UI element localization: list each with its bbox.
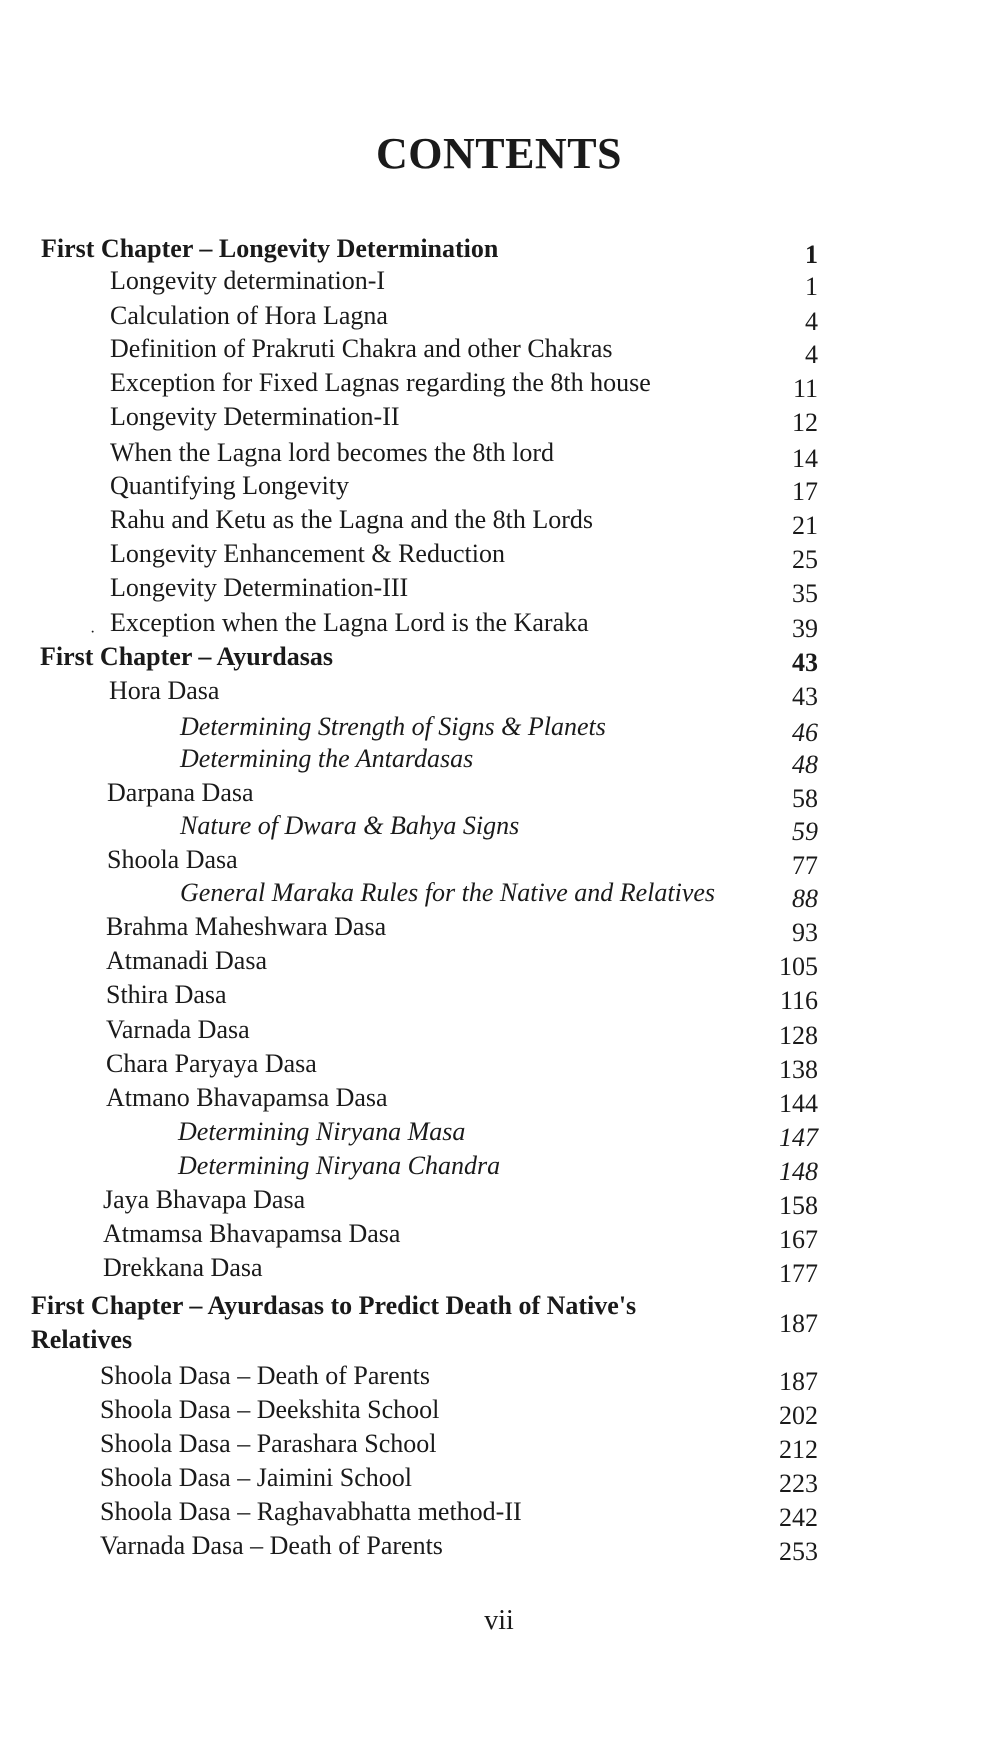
toc-entry bbox=[100, 1359, 818, 1396]
toc-entry-title: Atmano Bhavapamsa Dasa bbox=[106, 1083, 388, 1112]
toc-entry-page-number: 46 bbox=[792, 718, 818, 747]
toc-entry-page-number: 242 bbox=[779, 1503, 818, 1532]
toc-entry-page-number: 1 bbox=[805, 240, 818, 269]
toc-entry-title: Definition of Prakruti Chakra and other Chakras bbox=[110, 334, 613, 363]
toc-entry-title: Determining Niryana Chandra bbox=[178, 1151, 501, 1180]
toc-entry-page-number: 158 bbox=[779, 1191, 818, 1220]
toc-entry-page-number: 1 bbox=[805, 272, 818, 301]
toc-entry-page-number: 48 bbox=[792, 750, 818, 779]
toc-entry-page-number: 59 bbox=[792, 817, 818, 846]
toc-entry-title: Quantifying Longevity bbox=[110, 471, 350, 500]
toc-entry-page-number: 187 bbox=[779, 1309, 818, 1338]
toc-entry bbox=[103, 1183, 818, 1220]
toc-entry bbox=[110, 606, 818, 643]
toc-entry-title: Shoola Dasa – Parashara School bbox=[100, 1429, 437, 1458]
toc-entry bbox=[31, 1289, 818, 1359]
toc-entry-title: Drekkana Dasa bbox=[103, 1253, 263, 1282]
toc-entry-title: First Chapter – Ayurdasas bbox=[40, 642, 333, 671]
toc-entry-page-number: 223 bbox=[779, 1469, 818, 1498]
toc-entry bbox=[100, 1495, 818, 1532]
toc-entry-page-number: 39 bbox=[792, 614, 818, 643]
toc-entry-page-number: 14 bbox=[792, 444, 818, 473]
toc-entry-page-number: 17 bbox=[792, 477, 818, 506]
toc-entry-title: Atmamsa Bhavapamsa Dasa bbox=[103, 1219, 401, 1248]
toc-entry-title: Brahma Maheshwara Dasa bbox=[106, 912, 387, 941]
toc-entry-title: Longevity determination-I bbox=[110, 266, 386, 295]
toc-entry bbox=[100, 1529, 818, 1566]
toc-entry-title: Atmanadi Dasa bbox=[106, 946, 268, 975]
toc-entry-title: Longevity Determination-II bbox=[110, 402, 400, 431]
toc-entry-title: First Chapter – Ayurdasas to Predict Death of Native's Relatives bbox=[31, 1291, 637, 1354]
toc-entry bbox=[180, 710, 818, 747]
toc-entry-title: Longevity Determination-III bbox=[110, 573, 409, 602]
toc-entry bbox=[180, 742, 818, 779]
toc-entry-page-number: 93 bbox=[792, 918, 818, 947]
toc-entry bbox=[41, 232, 818, 269]
toc-entry bbox=[100, 1461, 818, 1498]
toc-entry bbox=[106, 978, 818, 1015]
toc-entry-title: Determining Strength of Signs & Planets bbox=[180, 712, 606, 741]
toc-entry bbox=[180, 809, 818, 846]
toc-entry bbox=[110, 400, 818, 437]
toc-entry bbox=[178, 1149, 818, 1186]
toc-entry bbox=[110, 366, 818, 403]
toc-entry-page-number: 253 bbox=[779, 1537, 818, 1566]
print-speck: · bbox=[90, 624, 96, 641]
toc-entry-title: Determining the Antardasas bbox=[180, 744, 474, 773]
toc-entry bbox=[110, 436, 818, 473]
toc-entry bbox=[106, 944, 818, 981]
toc-entry-page-number: 177 bbox=[779, 1259, 818, 1288]
toc-entry-page-number: 187 bbox=[779, 1367, 818, 1396]
footer-page-number: vii bbox=[484, 1605, 514, 1636]
toc-entry-title: Shoola Dasa – Raghavabhatta method-II bbox=[100, 1497, 522, 1526]
toc-entry-page-number: 43 bbox=[792, 648, 818, 677]
toc-entry-title: Exception for Fixed Lagnas regarding the 8th house bbox=[110, 368, 651, 397]
toc-entry-title: Nature of Dwara & Bahya Signs bbox=[180, 811, 520, 840]
toc-entry-title: Determining Niryana Masa bbox=[178, 1117, 466, 1146]
toc-entry-title: Rahu and Ketu as the Lagna and the 8th Lords bbox=[110, 505, 594, 534]
toc-entry-page-number: 202 bbox=[779, 1401, 818, 1430]
toc-entry-title: Jaya Bhavapa Dasa bbox=[103, 1185, 306, 1214]
toc-entry-page-number: 116 bbox=[779, 986, 818, 1015]
toc-entry bbox=[110, 264, 818, 301]
toc-entry-page-number: 128 bbox=[779, 1021, 818, 1050]
toc-entry-title: Sthira Dasa bbox=[106, 980, 227, 1009]
toc-entry bbox=[107, 776, 818, 813]
toc-entry bbox=[103, 1251, 818, 1288]
toc-entry-page-number: 212 bbox=[779, 1435, 818, 1464]
toc-entry-title: Exception when the Lagna Lord is the Karaka bbox=[110, 608, 589, 637]
toc-entry-page-number: 88 bbox=[792, 884, 818, 913]
toc-entry bbox=[110, 299, 818, 336]
toc-entry bbox=[106, 1013, 818, 1050]
toc-entry bbox=[110, 537, 818, 574]
toc-entry bbox=[109, 674, 818, 711]
toc-entry bbox=[110, 332, 818, 369]
toc-entry-page-number: 105 bbox=[779, 952, 818, 981]
toc-entry bbox=[40, 640, 818, 677]
toc-entry-title: Hora Dasa bbox=[109, 676, 220, 705]
contents-title: CONTENTS bbox=[375, 129, 623, 178]
toc-entry-page-number: 4 bbox=[805, 340, 818, 369]
toc-entry-title: Shoola Dasa bbox=[107, 845, 238, 874]
toc-entry-title: Darpana Dasa bbox=[107, 778, 254, 807]
toc-entry bbox=[100, 1393, 818, 1430]
toc-entry bbox=[103, 1217, 818, 1254]
toc-entry-page-number: 25 bbox=[792, 545, 818, 574]
toc-entry-page-number: 58 bbox=[792, 784, 818, 813]
toc-entry bbox=[110, 503, 818, 540]
toc-entry bbox=[106, 910, 818, 947]
toc-entry-title: Shoola Dasa – Jaimini School bbox=[100, 1463, 412, 1492]
toc-entry-page-number: 167 bbox=[779, 1225, 818, 1254]
toc-entry-page-number: 144 bbox=[779, 1089, 818, 1118]
toc-entry-page-number: 138 bbox=[779, 1055, 818, 1084]
toc-entry-page-number: 43 bbox=[792, 682, 818, 711]
toc-entry-title: Longevity Enhancement & Reduction bbox=[110, 539, 505, 568]
toc-entry-page-number: 35 bbox=[792, 579, 818, 608]
toc-entry-page-number: 147 bbox=[779, 1123, 818, 1152]
toc-entry bbox=[106, 1047, 818, 1084]
toc-entry bbox=[107, 843, 818, 880]
toc-entry-title: When the Lagna lord becomes the 8th lord bbox=[110, 438, 555, 467]
toc-entry-page-number: 11 bbox=[792, 374, 818, 403]
toc-entry-page-number: 148 bbox=[779, 1157, 818, 1186]
toc-entry-title: Shoola Dasa – Death of Parents bbox=[100, 1361, 430, 1390]
toc-entry-title: Varnada Dasa – Death of Parents bbox=[100, 1531, 443, 1560]
toc-entry-page-number: 77 bbox=[792, 851, 818, 880]
toc-entry-title: Shoola Dasa – Deekshita School bbox=[100, 1395, 440, 1424]
toc-entry-page-number: 12 bbox=[792, 408, 818, 437]
toc-entry-page-number: 4 bbox=[805, 307, 818, 336]
toc-entry-title: Varnada Dasa bbox=[106, 1015, 250, 1044]
toc-entry-title: Calculation of Hora Lagna bbox=[110, 301, 388, 330]
toc-entry bbox=[100, 1427, 818, 1464]
toc-entry bbox=[110, 469, 818, 506]
toc-entry-title: Chara Paryaya Dasa bbox=[106, 1049, 317, 1078]
toc-entry bbox=[180, 876, 818, 913]
toc-entry bbox=[106, 1081, 818, 1118]
toc-entry-title: General Maraka Rules for the Native and Relatives bbox=[180, 878, 716, 907]
toc-entry bbox=[110, 571, 818, 608]
toc-entry-title: First Chapter – Longevity Determination bbox=[41, 234, 499, 263]
toc-entry-page-number: 21 bbox=[792, 511, 818, 540]
toc-entry bbox=[178, 1115, 818, 1152]
